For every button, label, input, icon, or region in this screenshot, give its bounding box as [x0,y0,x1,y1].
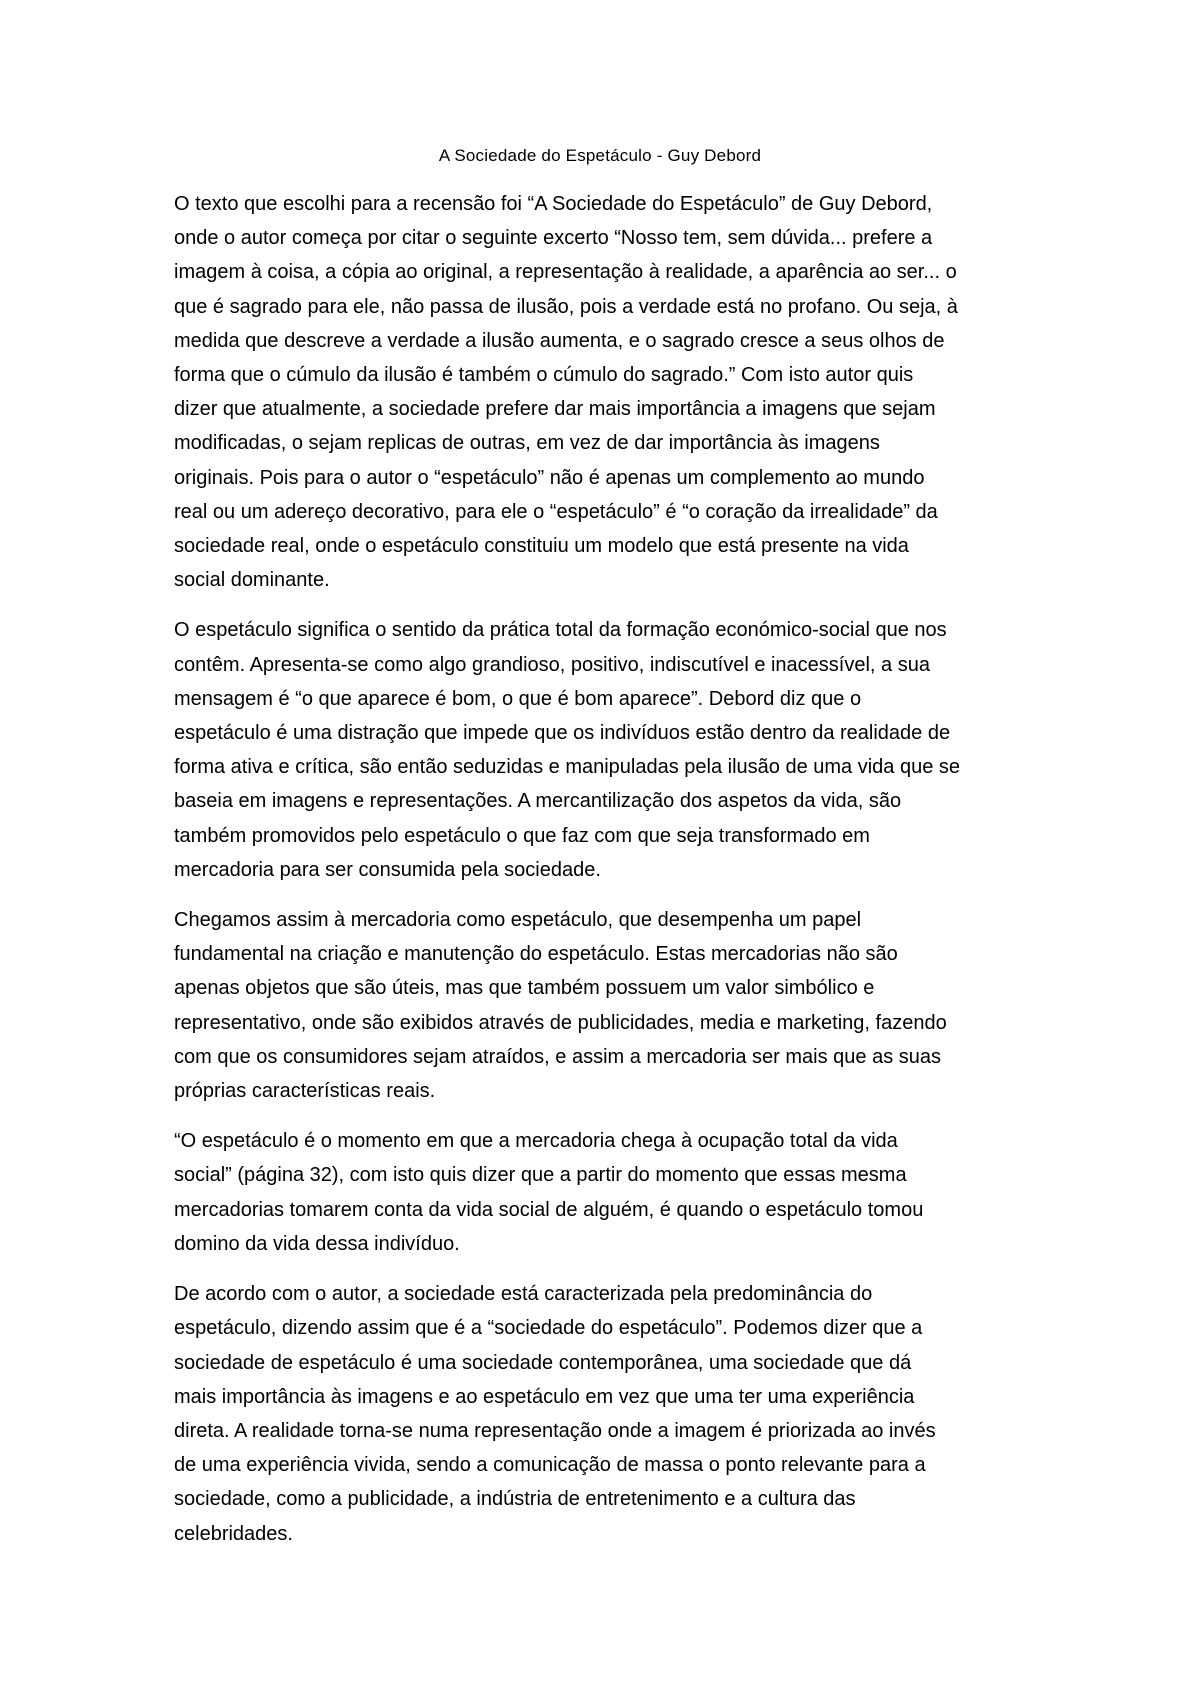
text-line: espetáculo, dizendo assim que é a “sociedade do espetáculo”. Podemos dizer que a [174,1317,923,1340]
text-line: mensagem é “o que aparece é bom, o que é bom aparece”. Debord diz que o [174,687,862,710]
text-line: onde o autor começa por citar o seguinte excerto “Nosso tem, sem dúvida... prefere a [174,227,933,250]
text-line: sociedade de espetáculo é uma sociedade contemporânea, uma sociedade que dá [174,1351,912,1374]
text-line: “O espetáculo é o momento em que a mercadoria chega à ocupação total da vida [174,1130,898,1153]
text-line: forma ativa e crítica, são então seduzidas e manipuladas pela ilusão de uma vida que se [174,756,961,779]
text-line: real ou um adereço decorativo, para ele o “espetáculo” é “o coração da irrealidade” da [174,500,938,523]
paragraph-1 [174,187,1044,597]
text-line: baseia em imagens e representações. A mercantilização dos aspetos da vida, são [174,790,902,813]
document-title: A Sociedade do Espetáculo - Guy Debord [438,146,762,165]
text-line: mercadorias tomarem conta da vida social de alguém, é quando o espetáculo tomou [174,1198,924,1221]
paragraph-2 [174,613,1044,887]
text-line: espetáculo é uma distração que impede que os indivíduos estão dentro da realidade de [174,722,951,745]
text-line: O texto que escolhi para a recensão foi “A Sociedade do Espetáculo” de Guy Debord, [174,193,933,215]
text-line: mais importância às imagens e ao espetáculo em vez que uma ter uma experiência [174,1385,915,1408]
text-line: direta. A realidade torna-se numa representação onde a imagem é priorizada ao invés [174,1419,936,1442]
text-line: também promovidos pelo espetáculo o que faz com que seja transformado em [174,824,870,847]
text-line: domino da vida dessa indivíduo. [174,1232,460,1255]
document-body [174,187,1044,1567]
text-line: De acordo com o autor, a sociedade está caracterizada pela predominância do [174,1283,873,1306]
text-line: Chegamos assim à mercadoria como espetáculo, que desempenha um papel [174,909,862,932]
text-line: sociedade, como a publicidade, a indústria de entretenimento e a cultura das [174,1488,856,1511]
text-line: próprias características reais. [174,1080,436,1103]
text-line: mercadoria para ser consumida pela sociedade. [174,858,601,881]
text-line: O espetáculo significa o sentido da prática total da formação económico-social que nos [174,619,947,642]
paragraph-3 [174,903,1044,1108]
paragraph-4 [174,1124,1044,1261]
text-line: sociedade real, onde o espetáculo constituiu um modelo que está presente na vida [174,535,909,558]
text-line: social” (página 32), com isto quis dizer que a partir do momento que essas mesma [174,1164,907,1187]
text-line: que é sagrado para ele, não passa de ilusão, pois a verdade está no profano. Ou seja, à [174,295,958,318]
text-line: de uma experiência vivida, sendo a comunicação de massa o ponto relevante para a [174,1454,926,1477]
text-line: celebridades. [174,1522,293,1545]
text-line: contêm. Apresenta-se como algo grandioso, positivo, indiscutível e inacessível, a sua [174,653,930,676]
text-line: medida que descreve a verdade a ilusão aumenta, e o sagrado cresce a seus olhos de [174,329,945,352]
text-line: dizer que atualmente, a sociedade prefere dar mais importância a imagens que sejam [174,398,936,421]
text-line: com que os consumidores sejam atraídos, e assim a mercadoria ser mais que as suas [174,1045,942,1068]
text-line: social dominante. [174,569,330,592]
text-line: representativo, onde são exibidos através de publicidades, media e marketing, fazendo [174,1011,947,1034]
text-line: imagem à coisa, a cópia ao original, a representação à realidade, a aparência ao ser... o [174,261,957,284]
paragraph-5 [174,1277,1044,1551]
text-line: apenas objetos que são úteis, mas que também possuem um valor simbólico e [174,977,875,1000]
text-line: fundamental na criação e manutenção do espetáculo. Estas mercadorias não são [174,943,898,966]
text-line: originais. Pois para o autor o “espetáculo” não é apenas um complemento ao mundo [174,466,925,489]
text-line: forma que o cúmulo da ilusão é também o cúmulo do sagrado.” Com isto autor quis [174,364,914,387]
text-line: modificadas, o sejam replicas de outras, em vez de dar importância às imagens [174,432,880,455]
